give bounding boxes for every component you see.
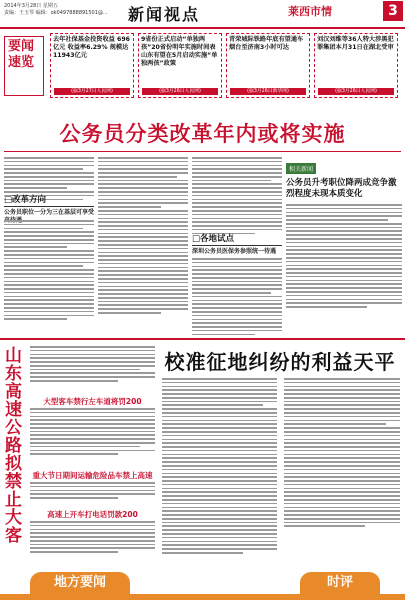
brief-item-title: 刘汉刘维等36人特大涉黑犯罪集团本月31日在湖北受审 bbox=[317, 36, 394, 51]
brand-name: 莱西市情 bbox=[288, 5, 332, 18]
brief-label-line-2: 速览 bbox=[8, 55, 35, 70]
brief-item[interactable] bbox=[138, 33, 222, 98]
related-news-title[interactable]: 公务员升考职位降两成竞争激烈程度未现本质变化 bbox=[286, 178, 397, 199]
inner-head-2: 深圳公务员医保务参照统一待遇 bbox=[192, 248, 277, 255]
page-number: 3 bbox=[383, 1, 403, 21]
header-divider bbox=[0, 27, 405, 29]
section-title bbox=[128, 2, 238, 24]
lower-left-text-4 bbox=[30, 521, 155, 553]
article-text-col-3 bbox=[192, 157, 282, 234]
lower-subhead-1: 大型客车禁行左车道将罚200 bbox=[43, 397, 142, 406]
section-title-text: 新闻视点 bbox=[128, 5, 201, 24]
lower-subhead-2: 重大节日期间运输危险品车禁上高速 bbox=[32, 471, 153, 480]
brief-item-title: 去年社保基金投资收益 696亿元 收益率6.29% 规模达11943亿元 bbox=[53, 36, 130, 59]
subhead-direction-text: □改革方向 bbox=[4, 193, 94, 207]
brief-label-line-1: 要闻 bbox=[8, 39, 35, 54]
brief-item-source: (据3月27日人民网) bbox=[54, 88, 130, 95]
subhead-pilots bbox=[192, 232, 282, 256]
article-text-col-2 bbox=[98, 157, 188, 314]
main-headline: 公务员分类改革年内或将实施 bbox=[59, 121, 346, 146]
headline-divider bbox=[4, 151, 401, 152]
section-label-local-news: 地方要闻 bbox=[30, 572, 130, 594]
brief-item[interactable] bbox=[314, 33, 398, 98]
commentary-headline: 校准征地纠纷的利益天平 bbox=[164, 350, 396, 374]
brief-item-title: 青荣城际铁路年底有望通车 烟台至济南3小时可达 bbox=[229, 36, 304, 51]
article-text-col-1b bbox=[4, 220, 94, 320]
section-label-commentary: 时评 bbox=[300, 572, 380, 594]
related-news-box bbox=[286, 156, 402, 334]
footer-bar bbox=[0, 594, 405, 600]
issue-editor: 责编：王玉琴 编辑：ok0497888891501@... bbox=[4, 10, 108, 16]
inner-head-1: 公务员职位一分为三在基层可享受 bbox=[4, 209, 95, 216]
issue-date: 2014年3月28日 星期五 bbox=[4, 3, 58, 9]
commentary-text-col-2 bbox=[284, 378, 400, 527]
brief-item[interactable] bbox=[50, 33, 134, 98]
brief-item-title: 9省份正式启动“单独两孩”20省份明年实施时间表 山东有望在5月启动实施“单独两孩”政策 bbox=[141, 36, 218, 67]
brief-item[interactable] bbox=[226, 33, 310, 98]
related-news-text bbox=[286, 204, 402, 308]
lower-left-text-2 bbox=[30, 408, 155, 455]
brief-item-source: (据3月26日人民网) bbox=[142, 88, 218, 95]
vertical-headline: 山东高速公路拟禁止大客 bbox=[1, 346, 21, 544]
related-news-tag: 相关新闻 bbox=[286, 163, 316, 174]
subhead-pilots-text: □各地试点 bbox=[192, 232, 282, 246]
lower-divider bbox=[0, 338, 405, 340]
lower-left-text-3 bbox=[30, 482, 155, 499]
lower-left-text-1 bbox=[30, 346, 155, 382]
commentary-text-col-1 bbox=[162, 378, 277, 554]
article-text-col-3b bbox=[192, 258, 282, 335]
brief-item-source: (据3月26日新华网) bbox=[230, 88, 306, 95]
lower-subhead-3: 高速上开车打电话罚款200 bbox=[47, 510, 138, 519]
brief-label bbox=[4, 36, 44, 96]
brief-item-source: (据3月26日人民网) bbox=[318, 88, 394, 95]
